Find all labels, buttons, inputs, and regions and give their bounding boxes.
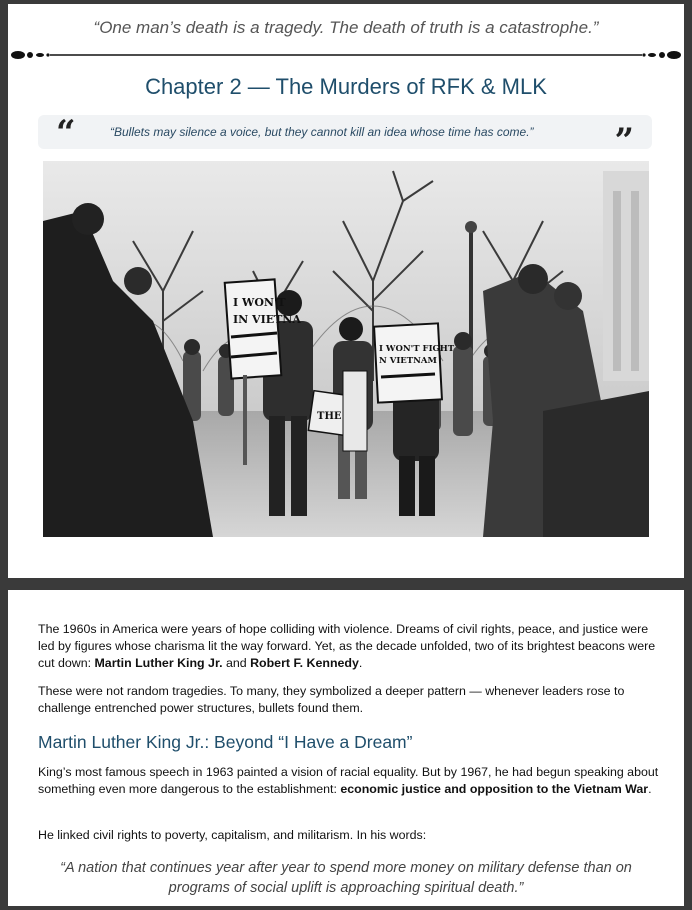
pull-quote-box — [38, 113, 652, 161]
page-2 — [8, 590, 684, 906]
king-text: King’s most famous speech in 1963 painted a vision of racial equality. But by 1967, he had begun speaking about something even more dangerous to the establishment: — [38, 765, 659, 796]
intro-paragraph — [38, 621, 660, 672]
open-quote-icon: “ — [56, 113, 76, 153]
epigraph: “One man’s death is a tragedy. The death of truth is a catastrophe.” — [93, 18, 599, 37]
king-paragraph — [38, 764, 660, 798]
section-heading: Martin Luther King Jr.: Beyond “I Have a Dream” — [38, 732, 413, 752]
linked-paragraph: He linked civil rights to poverty, capitalism, and militarism. In his words: — [38, 828, 427, 842]
close-quote-icon: ” — [614, 121, 634, 161]
king-quote: “A nation that continues year after year to spend more money on military defense than on programs of social uplift is approaching spiritual death.” — [60, 860, 632, 896]
rfk-name: Robert F. Kennedy — [250, 656, 359, 670]
intro-text: The 1960s in America were years of hope colliding with violence. Dreams of civil rights, peace, and justice were led by figures whose charisma lit the way forward. Yet, as the decade unfolded, two of its brightest beacons were cut down: — [38, 622, 656, 670]
page-1 — [8, 4, 684, 578]
sign-left-line2: IN VIETNA — [233, 313, 301, 326]
sign-left-line1: I WON'T — [233, 296, 286, 309]
pull-quote-text: “Bullets may silence a voice, but they cannot kill an idea whose time has come.” — [110, 125, 534, 139]
protest-photo — [43, 161, 649, 537]
king-emphasis: economic justice and opposition to the Vietnam War — [340, 782, 649, 796]
king-period: . — [648, 782, 652, 796]
intro-and: and — [222, 656, 251, 670]
sign-right-line1: I WON'T FIGHT — [379, 344, 455, 354]
intro-period: . — [358, 656, 363, 670]
sign-low-text: THE — [317, 411, 342, 422]
pattern-paragraph: These were not random tragedies. To many, they symbolized a deeper pattern — whenever leaders rose to challenge entrenched power structures, bullets found them. — [38, 684, 625, 715]
sign-right-line2: N VIETNAM — [379, 356, 437, 366]
chapter-title: Chapter 2 — The Murders of RFK & MLK — [145, 74, 547, 99]
mlk-name: Martin Luther King Jr. — [94, 656, 223, 670]
ornamental-divider — [10, 44, 682, 66]
